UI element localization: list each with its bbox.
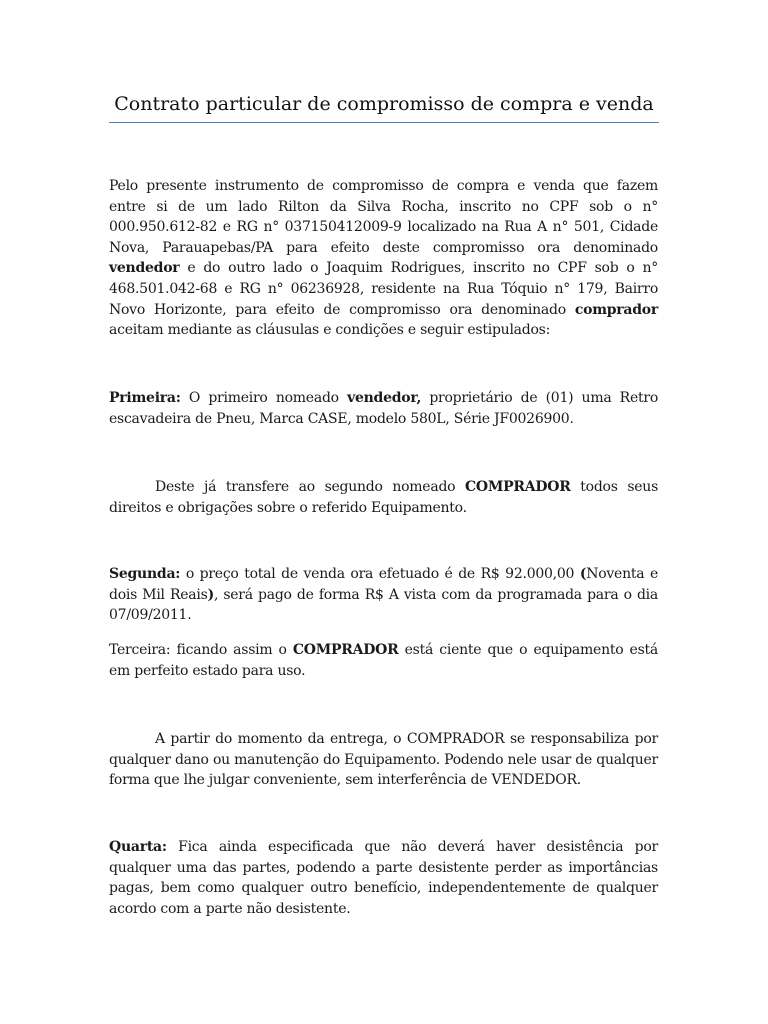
clause-segunda-text-1: o preço total de venda ora efetuado é de R$ 92.000,00: [180, 566, 580, 582]
clause-segunda: [109, 564, 658, 626]
delivery-text: A partir do momento da entrega, o COMPRADOR se responsabiliza por qualquer dano ou manutenção do Equipamento. Podendo nele usar de qualquer forma que lhe julgar conveniente, sem interferência de VENDEDOR.: [109, 731, 658, 789]
transfer-text-1: Deste já transfere ao segundo nomeado: [155, 479, 466, 495]
clause-quarta-text: Fica ainda especificada que não deverá haver desistência por qualquer uma das partes, podendo a parte desistente perder as importâncias pagas, bem como qualquer outro benefício, independentemente de qualquer acordo com a parte não desistente.: [109, 839, 658, 917]
clause-terceira-bold-comprador: COMPRADOR: [292, 642, 399, 658]
clause-terceira-text-1: Terceira: ficando assim o: [109, 642, 293, 658]
clause-segunda-paren-close: ): [207, 586, 214, 603]
document-title: Contrato particular de compromisso de compra e venda: [114, 93, 654, 115]
delivery-paragraph: [109, 729, 658, 791]
clause-terceira-text-2: está ciente que o equipamento está em perfeito estado para uso.: [109, 642, 658, 679]
clause-segunda-amount-words: Noventa e dois Mil Reais: [109, 566, 658, 603]
intro-paragraph: [109, 176, 658, 341]
clause-segunda-label: Segunda:: [109, 566, 181, 582]
intro-text-2: e do outro lado o Joaquim Rodrigues, inscrito no CPF sob o n° 468.501.042-68 e RG n° 06236928, residente na Rua Tóquio n° 179, Bairro Novo Horizonte, para efeito de compromisso ora denominado: [109, 260, 658, 318]
clause-terceira: [109, 640, 658, 681]
clause-quarta-label: Quarta:: [109, 839, 167, 855]
transfer-bold-comprador: COMPRADOR: [465, 479, 571, 495]
clause-primeira-text-2: proprietário de (01) uma Retro escavadeira de Pneu, Marca CASE, modelo 580L, Série JF0026900.: [109, 390, 658, 427]
clause-primeira: [109, 388, 658, 429]
intro-bold-comprador: comprador: [574, 301, 658, 318]
clause-quarta: [109, 837, 658, 919]
clause-primeira-bold-vendedor: vendedor,: [347, 390, 422, 406]
clause-primeira-text-1: O primeiro nomeado: [180, 390, 348, 406]
title-underline: [109, 122, 659, 123]
intro-text-3: aceitam mediante as cláusulas e condições e seguir estipulados:: [109, 322, 551, 339]
intro-text-1: Pelo presente instrumento de compromisso de compra e venda que fazem entre si de um lado Rilton da Silva Rocha, inscrito no CPF sob o n° 000.950.612-82 e RG n° 037150412009-9 localizado na Rua A n° 501, Cidade Nova, Parauapebas/PA para efeito deste compromisso ora denominado: [109, 178, 658, 256]
clause-segunda-paren-open: (: [579, 566, 587, 582]
transfer-paragraph: [109, 477, 658, 518]
clause-primeira-label: Primeira:: [109, 390, 181, 406]
intro-bold-vendedor: vendedor: [109, 260, 180, 277]
clause-segunda-text-3: , será pago de forma R$ A vista com da programada para o dia 07/09/2011.: [109, 586, 659, 624]
transfer-text-2: todos seus direitos e obrigações sobre o referido Equipamento.: [109, 479, 659, 516]
